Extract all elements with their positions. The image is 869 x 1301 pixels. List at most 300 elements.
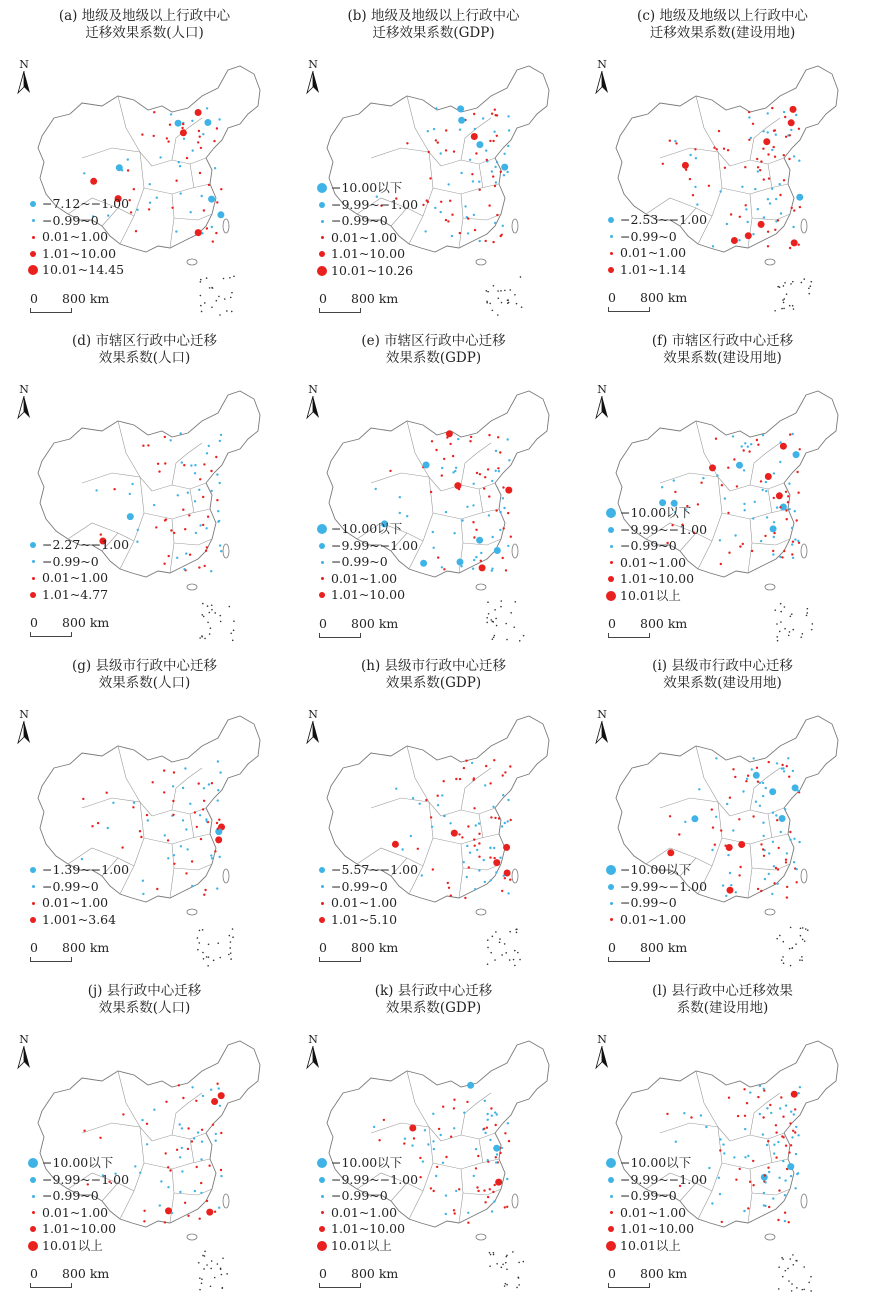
center-dot	[494, 1184, 496, 1186]
center-dot	[504, 822, 506, 824]
scale-zero: 0	[608, 940, 616, 955]
center-dot	[474, 229, 476, 231]
center-dot	[133, 802, 135, 804]
center-dot	[724, 497, 726, 499]
center-dot	[179, 1191, 181, 1193]
south-sea-island	[789, 1258, 791, 1260]
center-dot	[783, 770, 785, 772]
north-arrow-icon	[305, 383, 321, 423]
legend-item	[604, 1172, 707, 1189]
center-dot	[768, 1206, 770, 1208]
center-dot	[791, 1136, 793, 1138]
center-dot	[458, 833, 460, 835]
south-sea-island	[213, 960, 215, 962]
south-sea-island	[230, 632, 232, 634]
center-dot	[419, 803, 421, 805]
center-dot	[499, 451, 501, 453]
center-dot	[728, 1097, 730, 1099]
legend-dot	[30, 592, 36, 598]
center-dot	[437, 141, 439, 143]
legend-dot	[321, 577, 324, 580]
center-dot	[182, 819, 184, 821]
center-dot	[772, 553, 774, 555]
south-sea-island	[230, 958, 232, 960]
legend	[26, 537, 129, 603]
south-sea-island	[222, 1287, 224, 1289]
center-dot	[769, 788, 776, 795]
center-dot	[757, 166, 759, 168]
center-dot	[788, 158, 790, 160]
legend-label: 10.01以上	[331, 1237, 392, 1253]
center-dot	[212, 1124, 214, 1126]
center-dot	[738, 239, 740, 241]
north-arrow-half-light	[307, 396, 313, 418]
center-dot	[219, 482, 221, 484]
legend-dot	[32, 577, 35, 580]
center-dot	[507, 820, 509, 822]
legend-item	[26, 246, 129, 263]
center-dot	[413, 1137, 415, 1139]
center-dot	[206, 227, 208, 229]
center-dot	[473, 777, 475, 779]
center-dot	[477, 1190, 479, 1192]
south-sea-island	[810, 1276, 812, 1278]
center-dot	[667, 849, 674, 856]
panel-title: (d) 市辖区行政中心迁移 效果系数(人口)	[72, 333, 217, 366]
center-dot	[790, 129, 792, 131]
center-dot	[776, 819, 778, 821]
island-outline	[512, 1194, 518, 1208]
legend-dot	[608, 267, 614, 273]
legend-label: 0.01~1.00	[331, 229, 398, 245]
center-dot	[779, 461, 781, 463]
center-dot	[798, 841, 800, 843]
center-dot	[81, 858, 83, 860]
south-sea-island	[200, 295, 202, 297]
center-dot	[789, 1122, 791, 1124]
center-dot	[779, 506, 781, 508]
center-dot	[467, 1082, 474, 1089]
center-dot	[502, 794, 504, 796]
legend-dot	[610, 545, 613, 548]
north-arrow-icon	[16, 708, 32, 748]
legend-dot	[30, 867, 36, 873]
center-dot	[403, 1142, 405, 1144]
legend-item	[315, 246, 418, 263]
center-dot	[759, 782, 761, 784]
province-boundary	[696, 746, 718, 802]
center-dot	[773, 536, 775, 538]
south-sea-island	[499, 938, 501, 940]
center-dot	[489, 1188, 491, 1190]
center-dot	[173, 771, 175, 773]
province-boundary	[190, 164, 194, 188]
north-arrow-icon	[305, 708, 321, 748]
center-dot	[216, 1083, 218, 1085]
center-dot	[201, 1129, 203, 1131]
center-dot	[435, 139, 437, 141]
legend-item	[26, 1205, 129, 1222]
south-sea-island	[515, 929, 517, 931]
center-dot	[484, 881, 486, 883]
center-dot	[134, 1165, 136, 1167]
legend-label: 1.01~10.00	[42, 245, 117, 261]
north-arrow-half-light	[307, 1046, 313, 1068]
center-dot	[167, 839, 169, 841]
center-dot	[133, 188, 135, 190]
center-dot	[153, 135, 155, 137]
center-dot	[392, 841, 399, 848]
center-dot	[453, 1127, 455, 1129]
legend-dot	[608, 1177, 614, 1183]
center-dot	[751, 550, 753, 552]
south-sea-island	[790, 965, 792, 967]
center-dot	[214, 850, 216, 852]
legend-label: −10.00以下	[331, 1155, 403, 1170]
legend-dot	[28, 1241, 38, 1251]
center-dot	[794, 538, 796, 540]
map-panel-c	[578, 0, 867, 325]
center-dot	[194, 472, 196, 474]
center-dot	[197, 1131, 199, 1133]
center-dot	[752, 1160, 754, 1162]
center-dot	[184, 1202, 186, 1204]
center-dot	[410, 835, 412, 837]
center-dot	[727, 512, 729, 514]
center-dot	[507, 145, 509, 147]
legend-label: −1.39~−1.00	[42, 862, 130, 877]
center-dot	[211, 1098, 218, 1105]
center-dot	[487, 1113, 489, 1115]
south-sea-island	[220, 621, 222, 623]
south-sea-island	[490, 1254, 492, 1256]
province-boundary	[407, 421, 429, 477]
legend-label: −0.99~0	[620, 1188, 677, 1203]
south-sea-island	[805, 928, 807, 930]
center-dot	[767, 231, 769, 233]
center-dot	[765, 473, 772, 480]
center-dot	[194, 811, 196, 813]
scale-distance: 800 km	[351, 1266, 399, 1281]
center-dot	[433, 128, 435, 130]
center-dot	[502, 486, 504, 488]
center-dot	[492, 175, 494, 177]
south-sea-island	[776, 938, 778, 940]
legend-item	[315, 180, 418, 197]
legend-label: −0.99~0	[42, 1188, 99, 1203]
north-arrow-icon	[594, 58, 610, 98]
center-dot	[745, 208, 747, 210]
center-dot	[712, 245, 714, 247]
scale-line	[608, 633, 650, 638]
legend-item	[26, 862, 129, 879]
center-dot	[756, 158, 758, 160]
north-arrow-half-light	[18, 1046, 24, 1068]
center-dot	[762, 148, 764, 150]
south-sea-island	[224, 298, 226, 300]
center-dot	[437, 795, 439, 797]
legend-item	[604, 588, 707, 605]
legend-label: 0.01~1.00	[620, 911, 687, 927]
south-sea-island	[523, 1261, 525, 1263]
center-dot	[461, 836, 463, 838]
province-boundary	[752, 539, 790, 545]
panel-title: (l) 县行政中心迁移效果 系数(建设用地)	[652, 983, 793, 1016]
center-dot	[778, 1177, 780, 1179]
scale-distance: 800 km	[62, 940, 110, 955]
map-panel-g	[0, 650, 289, 975]
center-dot	[797, 197, 799, 199]
center-dot	[199, 172, 201, 174]
scale-zero: 0	[319, 291, 327, 306]
center-dot	[469, 852, 471, 854]
legend-label: 1.01~10.00	[620, 571, 695, 586]
south-sea-island	[201, 636, 203, 638]
center-dot	[463, 767, 465, 769]
center-dot	[791, 207, 793, 209]
center-dot	[459, 778, 461, 780]
legend-item	[26, 1221, 129, 1238]
province-boundary	[750, 443, 780, 485]
scale-line	[30, 308, 72, 313]
center-dot	[220, 550, 222, 552]
center-dot	[700, 1114, 702, 1116]
legend-label: −10.00以下	[331, 521, 403, 536]
south-sea-island	[206, 1264, 208, 1266]
center-dot	[494, 547, 501, 554]
center-dot	[744, 166, 746, 168]
center-dot	[768, 1171, 770, 1173]
center-dot	[478, 833, 480, 835]
center-dot	[206, 107, 208, 109]
center-dot	[796, 471, 798, 473]
center-dot	[691, 815, 698, 822]
center-dot	[507, 438, 509, 440]
center-dot	[471, 173, 473, 175]
center-dot	[431, 826, 433, 828]
center-dot	[486, 1127, 488, 1129]
center-dot	[501, 234, 503, 236]
center-dot	[729, 872, 731, 874]
south-sea-island	[509, 289, 511, 291]
center-dot	[792, 557, 794, 559]
south-sea-island	[507, 299, 509, 301]
center-dot	[421, 874, 423, 876]
center-dot	[772, 1197, 774, 1199]
center-dot	[423, 462, 430, 469]
center-dot	[424, 1129, 426, 1131]
south-sea-island	[776, 623, 778, 625]
center-dot	[728, 552, 730, 554]
center-dot	[496, 161, 498, 163]
island-outline	[512, 219, 518, 233]
north-arrow-icon	[16, 1033, 32, 1073]
center-dot	[200, 838, 202, 840]
center-dot	[777, 1219, 779, 1221]
legend-dot	[610, 1211, 613, 1214]
center-dot	[166, 137, 168, 139]
center-dot	[399, 496, 401, 498]
center-dot	[153, 111, 155, 113]
center-dot	[510, 536, 512, 538]
center-dot	[757, 444, 759, 446]
island-outline	[512, 869, 518, 883]
center-dot	[789, 247, 791, 249]
center-dot	[219, 1105, 221, 1107]
center-dot	[428, 151, 430, 153]
province-boundary	[118, 421, 140, 477]
center-dot	[787, 1163, 794, 1170]
center-dot	[776, 762, 778, 764]
center-dot	[451, 235, 453, 237]
center-dot	[733, 458, 735, 460]
panel-title: (c) 地级及地级以上行政中心 迁移效果系数(建设用地)	[637, 8, 808, 41]
legend-dot	[32, 1211, 35, 1214]
legend	[26, 196, 129, 279]
center-dot	[757, 888, 759, 890]
scale-line	[30, 632, 72, 637]
south-sea-island	[783, 285, 785, 287]
center-dot	[83, 172, 85, 174]
legend-label: −10.00以下	[331, 180, 403, 195]
center-dot	[196, 1166, 198, 1168]
center-dot	[441, 474, 443, 476]
center-dot	[483, 487, 485, 489]
province-boundary	[459, 194, 463, 248]
center-dot	[780, 831, 782, 833]
center-dot	[163, 769, 165, 771]
province-boundary	[170, 519, 174, 573]
center-dot	[211, 490, 213, 492]
center-dot	[785, 491, 787, 493]
center-dot	[401, 848, 403, 850]
center-dot	[219, 440, 221, 442]
center-dot	[750, 137, 752, 139]
center-dot	[473, 536, 475, 538]
south-sea-island	[514, 950, 516, 952]
center-dot	[744, 442, 746, 444]
center-dot	[792, 226, 794, 228]
province-boundary	[118, 1071, 140, 1127]
center-dot	[175, 120, 182, 127]
province-boundary	[748, 1169, 752, 1223]
island-outline	[476, 584, 486, 590]
center-dot	[492, 1191, 494, 1193]
south-sea-island	[518, 1284, 520, 1286]
center-dot	[759, 1085, 761, 1087]
legend-label: −9.99~−1.00	[620, 878, 708, 894]
legend-item	[26, 895, 129, 912]
map-panel-f	[578, 325, 867, 650]
south-sea-island	[514, 601, 516, 603]
south-sea-island	[486, 290, 488, 292]
center-dot	[432, 1140, 434, 1142]
north-arrow-half-light	[596, 396, 602, 418]
center-dot	[494, 166, 496, 168]
province-boundary	[407, 746, 429, 802]
south-sea-island	[505, 1283, 507, 1285]
center-dot	[678, 833, 680, 835]
center-dot	[792, 541, 794, 543]
legend	[604, 862, 707, 928]
center-dot	[186, 848, 188, 850]
south-sea-island	[229, 606, 231, 608]
center-dot	[499, 529, 501, 531]
center-dot	[492, 536, 494, 538]
center-dot	[485, 240, 487, 242]
center-dot	[708, 1167, 710, 1169]
center-dot	[788, 508, 790, 510]
panel-title: (f) 市辖区行政中心迁移 效果系数(建设用地)	[651, 333, 794, 366]
center-dot	[489, 140, 491, 142]
legend-dot	[321, 885, 324, 888]
center-dot	[435, 449, 437, 451]
center-dot	[436, 1166, 438, 1168]
center-dot	[218, 1207, 220, 1209]
center-dot	[205, 527, 207, 529]
center-dot	[135, 230, 137, 232]
center-dot	[446, 430, 453, 437]
center-dot	[425, 799, 427, 801]
south-sea-island	[802, 939, 804, 941]
south-sea-island	[493, 1254, 495, 1256]
center-dot	[431, 440, 433, 442]
center-dot	[435, 107, 437, 109]
center-dot	[781, 767, 783, 769]
center-dot	[445, 1156, 447, 1158]
legend-dot	[317, 183, 327, 193]
center-dot	[759, 805, 761, 807]
legend-item	[315, 1155, 418, 1172]
legend-item	[26, 879, 129, 896]
south-sea-island	[209, 633, 211, 635]
center-dot	[666, 1113, 668, 1115]
center-dot	[495, 1179, 502, 1186]
island-outline	[801, 544, 807, 558]
center-dot	[747, 221, 749, 223]
center-dot	[433, 1190, 435, 1192]
province-boundary	[459, 1169, 463, 1223]
legend	[315, 521, 418, 604]
south-sea-island	[792, 281, 794, 283]
scale-distance: 800 km	[62, 290, 110, 306]
center-dot	[769, 202, 771, 204]
north-arrow-shape	[594, 1046, 610, 1070]
center-dot	[745, 204, 747, 206]
center-dot	[192, 149, 194, 151]
center-dot	[711, 808, 713, 810]
south-sea-island	[784, 606, 786, 608]
center-dot	[107, 827, 109, 829]
center-dot	[496, 135, 498, 137]
center-dot	[146, 1123, 148, 1125]
south-sea-island	[784, 628, 786, 630]
scale-zero: 0	[319, 1266, 327, 1281]
center-dot	[200, 147, 202, 149]
center-dot	[463, 1112, 465, 1114]
center-dot	[191, 1086, 193, 1088]
center-dot	[160, 1180, 162, 1182]
center-dot	[445, 1213, 447, 1215]
center-dot	[506, 171, 508, 173]
center-dot	[193, 1137, 195, 1139]
center-dot	[443, 815, 445, 817]
center-dot	[217, 760, 219, 762]
legend-item	[26, 196, 129, 213]
south-sea-island	[812, 623, 814, 625]
south-sea-island	[492, 638, 494, 640]
center-dot	[442, 1162, 444, 1164]
